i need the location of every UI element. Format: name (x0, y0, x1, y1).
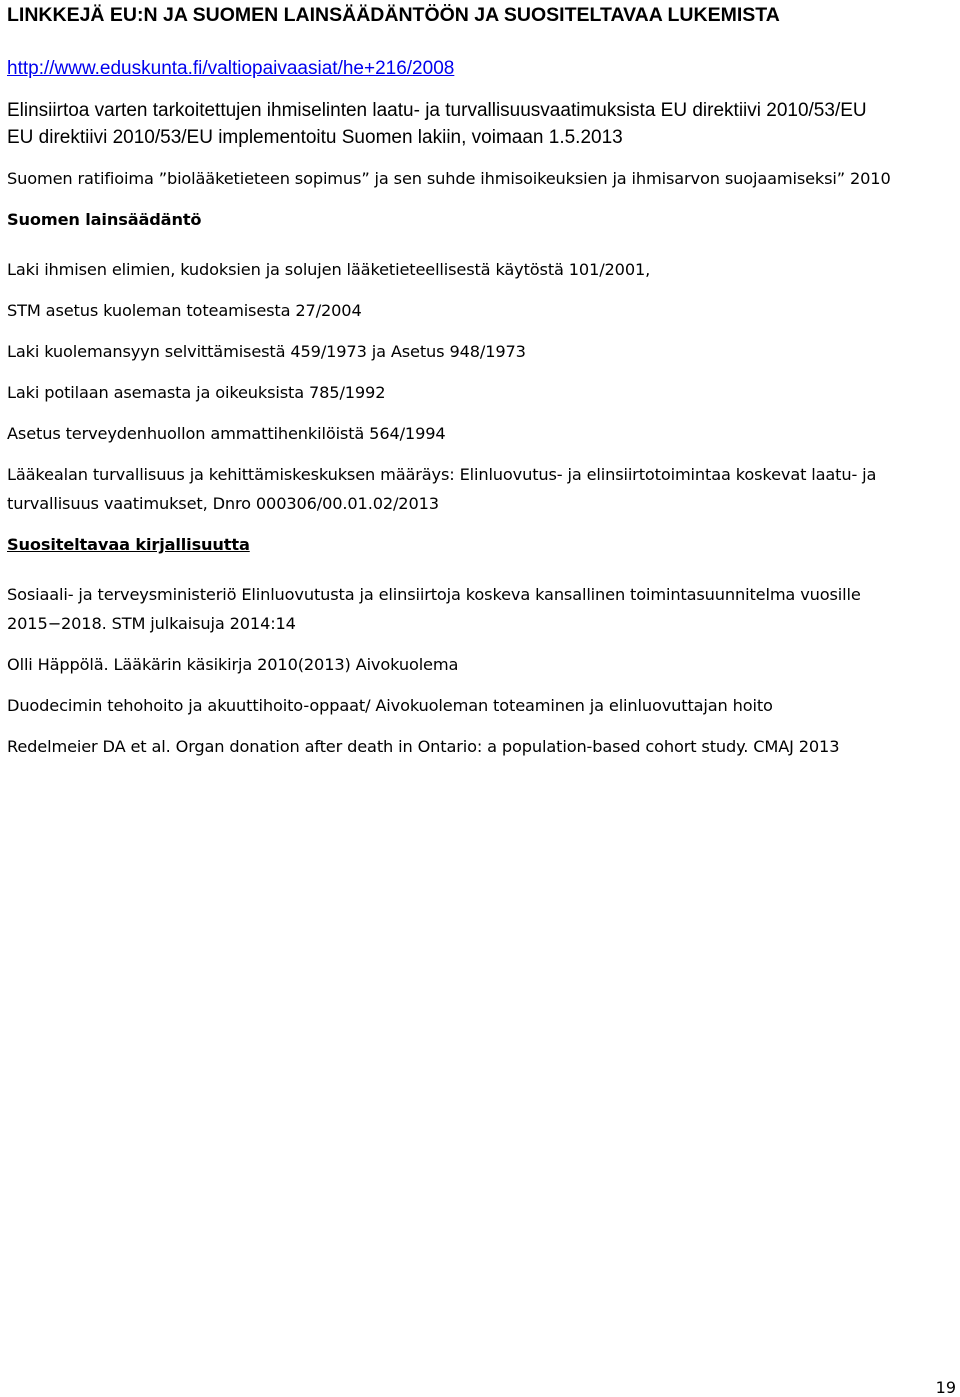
regulation-line-1: Lääkealan turvallisuus ja kehittämiskeskuksen määräys: Elinluovutus- ja elinsiirtotoimintaa koskevat laatu- ja (7, 465, 877, 484)
link-line (7, 59, 454, 78)
eduskunta-link[interactable]: http://www.eduskunta.fi/valtiopaivaasiat/he+216/2008 (7, 58, 455, 79)
law-item: Laki potilaan asemasta ja oikeuksista 785/1992 (7, 383, 386, 402)
reading-item: Olli Häppölä. Lääkärin käsikirja 2010(2013) Aivokuolema (7, 655, 459, 674)
eu-directive-line-1: Elinsiirtoa varten tarkoitettujen ihmiselinten laatu- ja turvallisuusvaatimuksista EU direktiivi 2010/53/EU (7, 100, 867, 121)
reading-item: Redelmeier DA et al. Organ donation after death in Ontario: a population-based cohort study. CMAJ 2013 (7, 737, 840, 756)
law-item: STM asetus kuoleman toteamisesta 27/2004 (7, 301, 362, 320)
law-item: Laki ihmisen elimien, kudoksien ja solujen lääketieteellisestä käytöstä 101/2001, (7, 260, 651, 279)
reading-item: Duodecimin tehohoito ja akuuttihoito-oppaat/ Aivokuoleman toteaminen ja elinluovuttajan hoito (7, 696, 773, 715)
convention-line: Suomen ratifioima ”biolääketieteen sopimus” ja sen suhde ihmisoikeuksien ja ihmisarvon suojaamiseksi” 2010 (7, 169, 891, 188)
law-item: Asetus terveydenhuollon ammattihenkilöistä 564/1994 (7, 424, 446, 443)
reading-item-1-line-1: Sosiaali- ja terveysministeriö Elinluovutusta ja elinsiirtoja koskeva kansallinen toimintasuunnitelma vuosille (7, 585, 861, 604)
law-item: Laki kuolemansyyn selvittämisestä 459/1973 ja Asetus 948/1973 (7, 342, 526, 361)
eu-directive-line-2: EU direktiivi 2010/53/EU implementoitu Suomen lakiin, voimaan 1.5.2013 (7, 127, 623, 148)
page-number: 19 (935, 1378, 956, 1397)
page-heading: LINKKEJÄ EU:N JA SUOMEN LAINSÄÄDÄNTÖÖN JA SUOSITELTAVAA LUKEMISTA (7, 4, 780, 26)
regulation-line-2: turvallisuus vaatimukset, Dnro 000306/00.01.02/2013 (7, 494, 439, 513)
finnish-law-title: Suomen lainsäädäntö (7, 210, 202, 229)
recommended-reading-title: Suositeltavaa kirjallisuutta (7, 535, 250, 554)
reading-item-1-line-2: 2015−2018. STM julkaisuja 2014:14 (7, 614, 296, 633)
